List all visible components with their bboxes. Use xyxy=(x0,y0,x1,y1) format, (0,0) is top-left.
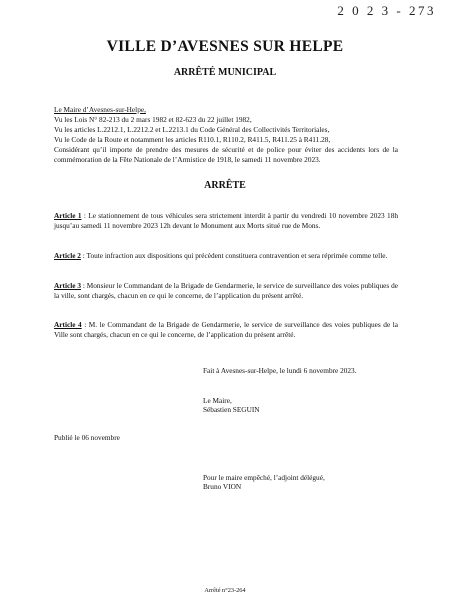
legal-reference-laws: Vu les Lois N° 82-213 du 2 mars 1982 et 82-623 du 22 juillet 1982, xyxy=(54,115,252,124)
legal-reference-articles: Vu les articles L.2212.1, L.2212.2 et L.2213.1 du Code Général des Collectivités Territoriales, xyxy=(54,125,330,134)
document-subtitle: ARRÊTÉ MUNICIPAL xyxy=(173,67,277,78)
article-1-label: Article 1 xyxy=(54,211,82,220)
publication-date: Publié le 06 novembre xyxy=(54,433,120,442)
deputy-name: Bruno VION xyxy=(203,482,242,491)
legal-reference-road-code: Vu le Code de la Route et notamment les articles R110.1, R110.2, R411.5, R411.25 à R411.28, xyxy=(54,135,331,144)
article-2 xyxy=(54,251,398,261)
article-4-text: : M. le Commandant de la Brigade de Gendarmerie, le service de surveillance des voies publiques de la Ville sont chargés, chacun en ce qui le concerne, de l’application du présent arrêté. xyxy=(54,320,398,339)
article-1-text: : Le stationnement de tous véhicules sera strictement interdit à partir du vendredi 10 novembre 2023 18h jusqu’au samedi 11 novembre 2023 12h devant le Monument aux Morts situé rue de Mons. xyxy=(54,211,398,230)
article-3-text: : Monsieur le Commandant de la Brigade de Gendarmerie, le service de surveillance des voies publiques de la ville, sont chargés, chacun en ce qui le concerne, de l’application du présent arrêté. xyxy=(54,281,398,300)
page-title: VILLE D’AVESNES SUR HELPE xyxy=(106,38,344,55)
signature-role: Le Maire, xyxy=(203,396,232,405)
section-title-arrete: ARRÊTE xyxy=(204,180,246,191)
article-2-label: Article 2 xyxy=(54,251,81,260)
considerations-block xyxy=(54,105,398,165)
article-4-label: Article 4 xyxy=(54,320,82,329)
signature-name: Sébastien SEGUIN xyxy=(203,405,260,414)
article-4 xyxy=(54,320,398,340)
document-reference-number: 2 0 2 3 - 273 xyxy=(337,3,436,18)
considering-paragraph: Considérant qu’il importe de prendre des mesures de sécurité et de police pour éviter des accidents lors de la commémoration de la Fête Nationale de l’Armistice de 1918, le samedi 11 novembre 2023. xyxy=(54,145,398,164)
mayor-line: Le Maire d’Avesnes-sur-Helpe, xyxy=(54,105,146,114)
article-3-label: Article 3 xyxy=(54,281,81,290)
article-1 xyxy=(54,211,398,231)
article-3 xyxy=(54,281,398,301)
deputy-line: Pour le maire empêché, l’adjoint délégué, xyxy=(203,473,325,482)
article-2-text: : Toute infraction aux dispositions qui précèdent constituera contravention et sera réprimée comme telle. xyxy=(80,251,388,260)
signature-place-date: Fait à Avesnes-sur-Helpe, le lundi 6 novembre 2023. xyxy=(203,366,357,375)
footer-decree-number: Arrêté n°23-264 xyxy=(204,587,246,594)
